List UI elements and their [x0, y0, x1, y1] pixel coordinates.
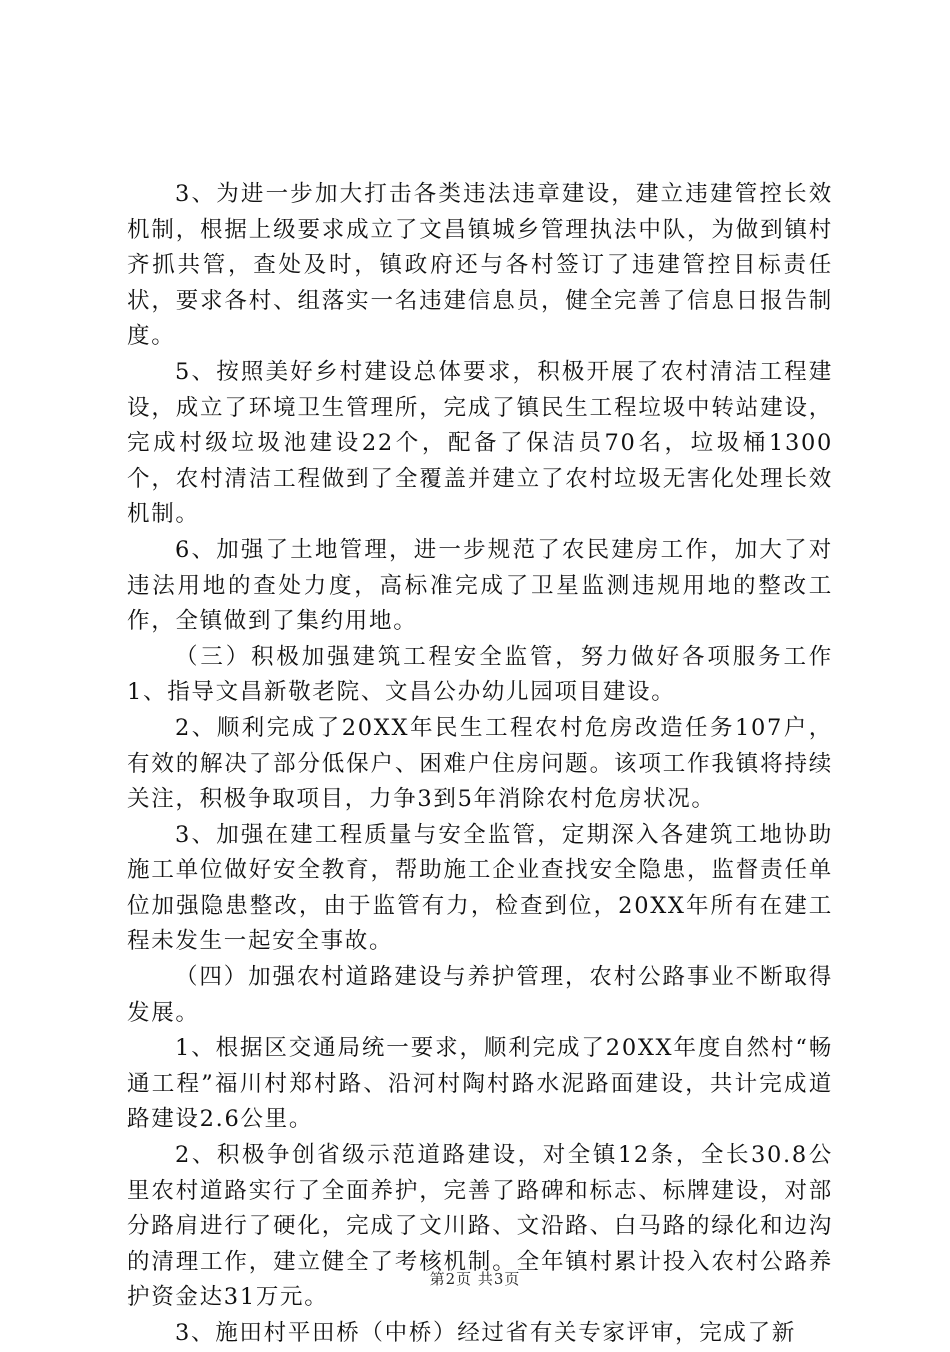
page-number-footer: 第2页 共3页 — [429, 1270, 521, 1288]
paragraph-bridge: 3、施田村平田桥（中桥）经过省有关专家评审，完成了新 — [175, 1320, 797, 1346]
document-body — [127, 177, 833, 1352]
paragraph-road-construction: 1、根据区交通局统一要求，顺利完成了20XX年度自然村“畅通工程”福川村郑村路、沿河村陶村路水泥路面建设，共计完成道路建设2.6公里。 — [127, 1035, 833, 1133]
paragraph-rural-cleaning-project: 5、按照美好乡村建设总体要求，积极开展了农村清洁工程建设，成立了环境卫生管理所，完成了镇民生工程垃圾中转站建设，完成村级垃圾池建设22个，配备了保洁员70名，垃圾桶1300个，农村清洁工程做到了全覆盖并建立了农村垃圾无害化处理长效机制。 — [127, 358, 833, 528]
paragraph-quality-safety-supervision: 3、加强在建工程质量与安全监管，定期深入各建筑工地协助施工单位做好安全教育，帮助施工企业查找安全隐患，监督责任单位加强隐患整改，由于监管有力，检查到位，20XX年所有在建工程未发生一起安全事故。 — [127, 821, 833, 955]
paragraph-land-management: 6、加强了土地管理，进一步规范了农民建房工作，加大了对违法用地的查处力度，高标准完成了卫星监测违规用地的整改工作，全镇做到了集约用地。 — [127, 536, 833, 635]
paragraph-illegal-construction-control: 3、为进一步加大打击各类违法违章建设，建立违建管控长效机制，根据上级要求成立了文昌镇城乡管理执法中队，为做到镇村齐抓共管，查处及时，镇政府还与各村签订了违建管控目标责任状，要求各村、组落实一名违建信息员，健全完善了信息日报告制度。 — [127, 181, 833, 350]
section-heading-rural-roads: （四）加强农村道路建设与养护管理，农村公路事业不断取得发展。 — [127, 964, 833, 1026]
section-heading-construction-safety: （三）积极加强建筑工程安全监管，努力做好各项服务工作1、指导文昌新敬老院、文昌公办幼儿园项目建设。 — [127, 643, 833, 706]
paragraph-dilapidated-housing: 2、顺利完成了20XX年民生工程农村危房改造任务107户，有效的解决了部分低保户、困难户住房问题。该项工作我镇将持续关注，积极争取项目，力争3到5年消除农村危房状况。 — [127, 714, 833, 813]
paragraph-road-maintenance: 2、积极争创省级示范道路建设，对全镇12条，全长30.8公里农村道路实行了全面养护，完善了路碑和标志、标牌建设，对部分路肩进行了硬化，完成了文川路、文沿路、白马路的绿化和边沟的清理工作，建立健全了考核机制。全年镇村累计投入农村公路养护资金达31万元。 — [127, 1142, 833, 1311]
